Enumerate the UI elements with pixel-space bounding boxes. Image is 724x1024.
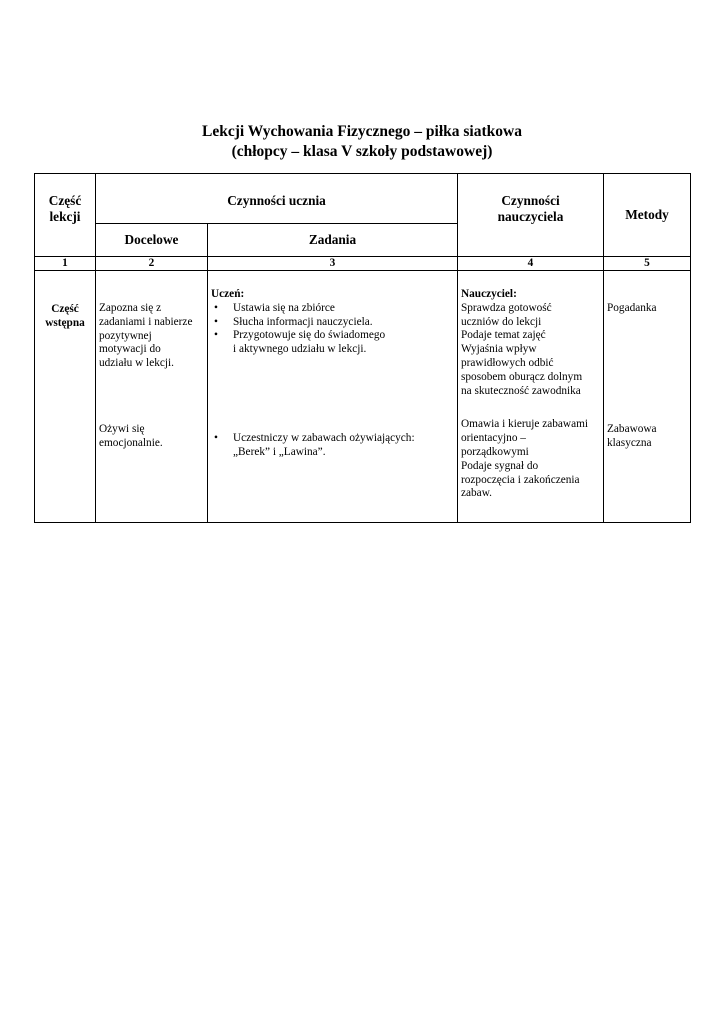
nauczyciel-block-2: Omawia i kieruje zabawami orientacyjno – porządkowymi Podaje sygnał do rozpoczęcia i zakończenia zabaw. [461, 418, 589, 500]
list-item: • Słucha informacji nauczyciela. [214, 315, 373, 328]
document-title [0, 122, 724, 162]
uczen-label: Uczeń: [211, 288, 245, 300]
list-item: • Przygotowuje się do świadomego i aktywnego udziału w lekcji. [214, 329, 386, 356]
list-item: • Ustawia się na zbiórce [214, 301, 335, 314]
header-czynnosci-nauczyciela: Czynności nauczyciela [458, 174, 604, 257]
column-number: 4 [458, 257, 604, 271]
header-row-1 [35, 174, 691, 224]
nauczyciel-label: Nauczyciel: [461, 288, 517, 300]
column-number: 5 [604, 257, 691, 271]
header-metody: Metody [604, 174, 691, 257]
metoda-block-2: Zabawowa klasyczna [607, 422, 657, 449]
metoda-block-1: Pogadanka [607, 302, 657, 314]
header-czynnosci-ucznia: Czynności ucznia [96, 174, 458, 224]
header-zadania: Zadania [208, 224, 458, 257]
column-number: 1 [35, 257, 96, 271]
metody-cell [604, 271, 691, 523]
docelowe-block-2: Ożywi się emocjonalnie. [99, 422, 163, 449]
bullet-icon: • [214, 315, 218, 328]
bullet-icon: • [214, 431, 218, 444]
column-number: 3 [208, 257, 458, 271]
title-line-1: Lekcji Wychowania Fizycznego – piłka siatkowa [202, 123, 522, 140]
zadania-cell [208, 271, 458, 523]
list-item: • Uczestniczy w zabawach ożywiających: „Berek” i „Lawina”. [214, 431, 415, 458]
title-line-2: (chłopcy – klasa V szkoły podstawowej) [231, 143, 493, 160]
zadania-list-1 [211, 302, 454, 357]
body-row-czesc-wstepna [35, 271, 691, 523]
docelowe-block-1: Zapozna się z zadaniami i nabierze pozytywnej motywacji do udziału w lekcji. [99, 302, 193, 370]
column-number: 2 [96, 257, 208, 271]
lesson-plan-table [34, 173, 691, 523]
column-numbers-row [35, 257, 691, 271]
header-docelowe: Docelowe [96, 224, 208, 257]
header-czesc-lekcji: Część lekcji [35, 174, 96, 257]
part-label: Część wstępna [35, 271, 96, 523]
docelowe-cell [96, 271, 208, 523]
bullet-icon: • [214, 301, 218, 314]
bullet-icon: • [214, 329, 218, 342]
zadania-list-2 [211, 432, 454, 460]
nauczyciel-cell [458, 271, 604, 523]
nauczyciel-block-1: Sprawdza gotowość uczniów do lekcji Podaje temat zajęć Wyjaśnia wpływ prawidłowych odbić sposobem oburącz dolnym na skuteczność zawodnika [461, 301, 583, 397]
